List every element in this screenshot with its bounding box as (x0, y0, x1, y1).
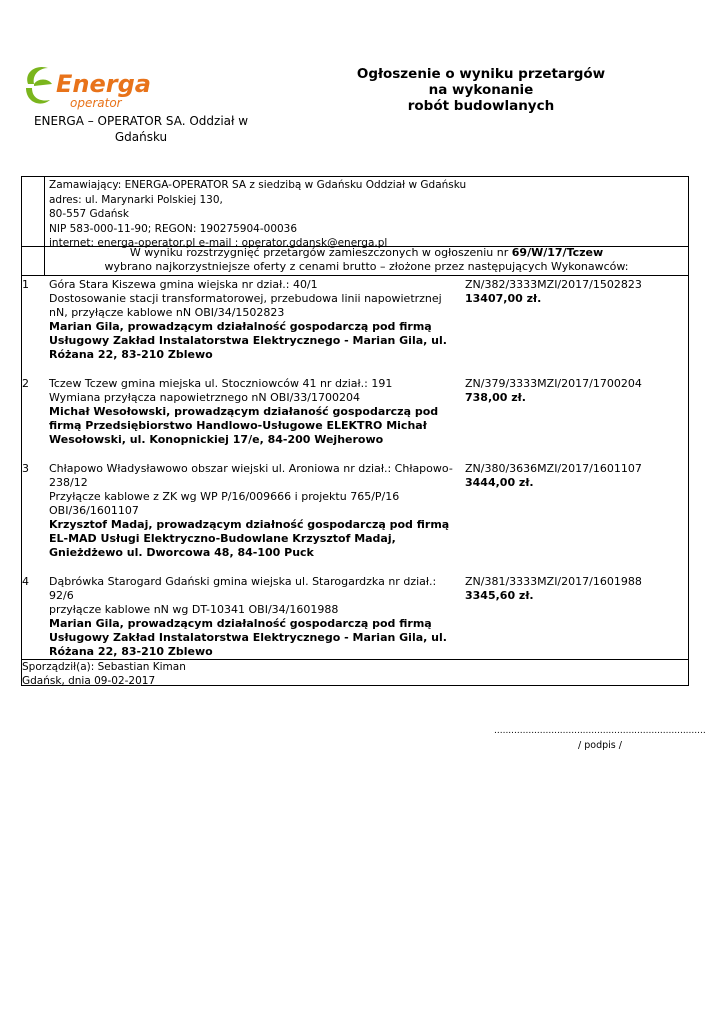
place-date: Gdańsk, dnia 09-02-2017 (22, 674, 156, 687)
divider-line (21, 275, 689, 276)
item-number: 1 (22, 278, 29, 291)
item-location: Chłapowo Władysławowo obszar wiejski ul. Aroniowa nr dział.: Chłapowo-238/12 (49, 462, 453, 489)
item-code: ZN/380/3636MZI/2017/1601107 (465, 462, 642, 475)
orderer-line: adres: ul. Marynarki Polskiej 130, (49, 193, 223, 206)
title-line-3: robót budowlanych (407, 98, 555, 114)
prepared-by: Sporządził(a): Sebastian Kiman (22, 661, 186, 673)
item-contractor: Marian Gila, prowadzącym działalność gospodarczą pod firmą Usługowy Zakład Instalatorstwa Elektrycznego - Marian Gila, ul. Różana 22, 83-210 Zblewo (49, 617, 447, 658)
item-contractor: Michał Wesołowski, prowadzącym działaność gospodarczą pod firmą Przedsiębiorstwo Handlowo-Usługowe ELEKTRO Michał Wesołowski, ul. Konopnickiej 17/e, 84-200 Wejherowo (49, 405, 439, 446)
intro-line-2: wybrano najkorzystniejsze oferty z cenami brutto – złożone przez następujących Wykonawców: (104, 260, 629, 273)
item-price: 3345,60 zł. (465, 589, 534, 602)
item-work: Przyłącze kablowe z ZK wg WP P/16/009666 i projektu 765/P/16 OBI/36/1601107 (49, 490, 400, 517)
item-contractor: Marian Gila, prowadzącym działalność gospodarczą pod firmą Usługowy Zakład Instalatorstwa Elektrycznego - Marian Gila, ul. Różana 22, 83-210 Zblewo (49, 320, 447, 361)
orderer-line: NIP 583-000-11-90; REGON: 190275904-00036 (49, 222, 298, 235)
item-number: 4 (22, 575, 29, 588)
orderer-info (49, 178, 466, 251)
divider-line (21, 659, 689, 660)
item-location: Tczew Tczew gmina miejska ul. Stoczniowców 41 nr dział.: 191 (49, 377, 393, 390)
item-price: 3444,00 zł. (465, 476, 534, 489)
item-location: Dąbrówka Starogard Gdański gmina wiejska ul. Starogardzka nr dział.: 92/6 (49, 575, 437, 602)
orderer-line: internet: energa-operator.pl e-mail : operator.gdansk@energa.pl (49, 237, 388, 249)
document-title (340, 66, 622, 114)
item-description (49, 278, 461, 362)
item-contract (465, 377, 687, 405)
title-line-1: Ogłoszenie o wyniku przetargów (356, 66, 606, 82)
item-contract (465, 462, 687, 490)
signature-line: .......................................................................... (494, 726, 706, 736)
signature-label: / podpis / (578, 740, 622, 751)
item-location: Góra Stara Kiszewa gmina wiejska nr dział.: 40/1 (49, 278, 318, 291)
notice-number: 69/W/17/Tczew (511, 246, 604, 259)
item-code: ZN/382/3333MZI/2017/1502823 (465, 278, 642, 291)
item-description (49, 377, 461, 447)
item-code: ZN/381/3333MZI/2017/1601988 (465, 575, 642, 588)
item-work: przyłącze kablowe nN wg DT-10341 OBI/34/1601988 (49, 603, 339, 616)
item-number: 2 (22, 377, 29, 390)
item-number: 3 (22, 462, 29, 475)
item-work: Dostosowanie stacji transformatorowej, przebudowa linii napowietrznej nN, przyłącze kablowe nN OBI/34/1502823 (49, 292, 442, 319)
intro-prefix: W wyniku rozstrzygnięć przetargów zamieszczonych w ogłoszeniu nr (129, 246, 512, 259)
item-description (49, 462, 461, 560)
item-code: ZN/379/3333MZI/2017/1700204 (465, 377, 642, 390)
orderer-line: 80-557 Gdańsk (49, 208, 129, 220)
item-contractor: Krzysztof Madaj, prowadzącym działność gospodarczą pod firmą EL-MAD Usługi Elektryczno-Budowlane Krzysztof Madaj, Gnieżdżewo ul. Dworcowa 48, 84-100 Puck (49, 518, 450, 559)
company-name: ENERGA – OPERATOR SA. Oddział w Gdańsku (33, 114, 249, 144)
item-contract (465, 278, 687, 306)
logo-subtext: operator (70, 96, 122, 110)
footer (22, 661, 186, 688)
title-line-2: na wykonanie (428, 82, 534, 98)
item-description (49, 575, 461, 659)
item-price: 738,00 zł. (465, 391, 526, 404)
energa-logo (22, 62, 162, 114)
item-work: Wymiana przyłącza napowietrznego nN OBI/33/1700204 (49, 391, 360, 404)
item-contract (465, 575, 687, 603)
intro-text (44, 246, 689, 274)
orderer-line: Zamawiający: ENERGA-OPERATOR SA z siedzibą w Gdańsku Oddział w Gdańsku (49, 179, 467, 191)
logo-wordmark: Energa (56, 70, 151, 98)
item-price: 13407,00 zł. (465, 292, 542, 305)
